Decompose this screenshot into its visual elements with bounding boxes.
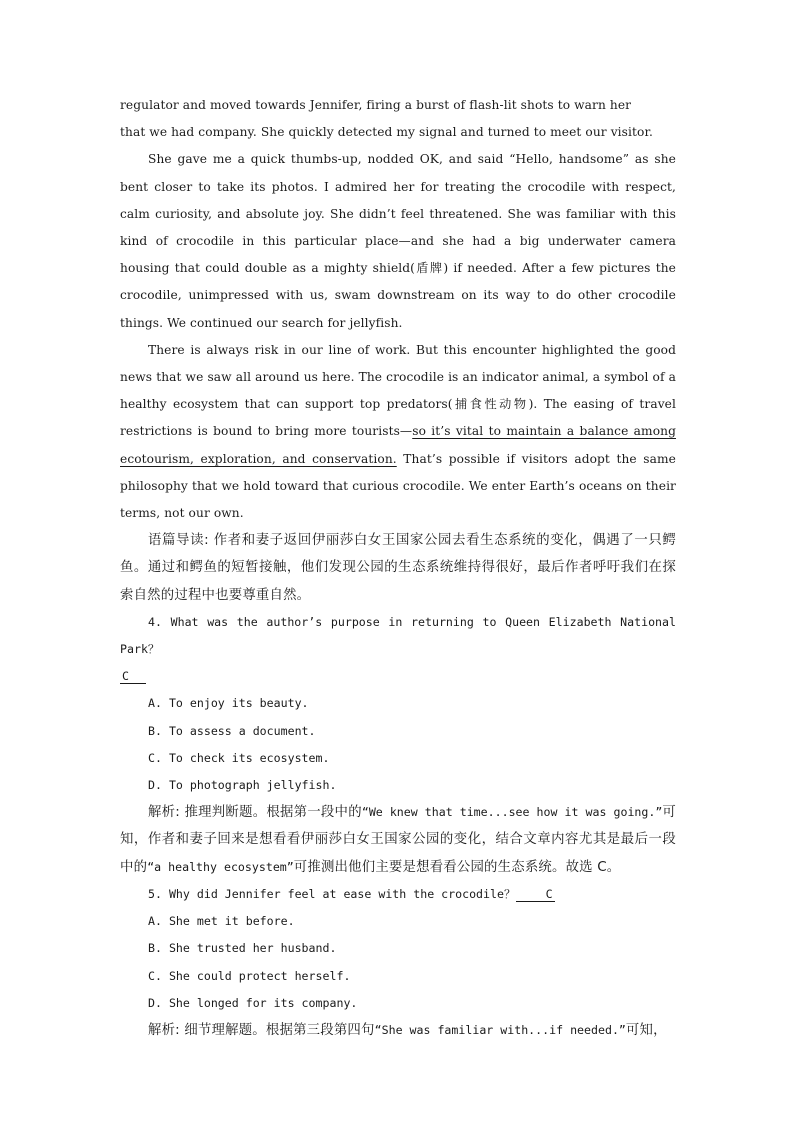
passage-paragraph-2: She gave me a quick thumbs-up, nodded OK, and said “Hello, handsome” as she bent closer to take its photos. I admired her for treating the crocodile with respect, calm curiosity, and absolute joy. She didn’t feel threatened. She was familiar with this kind of crocodile in this particular place—and she had a big underwater camera housing that could double as a mighty shield(盾牌) if needed. After a few pictures the crocodile, unimpressed with us, swam downstream on its way to do other crocodile things. We continued our search for jellyfish. [120,152,676,330]
question-4-option-c: C. To check its ecosystem. [148,750,330,765]
question-5-analysis-quote-1: “She was familiar with...if needed.” [374,1022,626,1037]
passage-paragraph-3-text-end: That’s possible if visitors adopt the same philosophy that we hold toward that curious crocodile. We enter Earth’s oceans on their terms, not our own. [120,451,676,521]
question-5-analysis [120,1017,676,1044]
question-4-option-a: A. To enjoy its beauty. [148,696,309,711]
question-5-analysis-lead: 解析: 细节理解题。根据第三段第四句 [148,1022,375,1038]
passage-paragraph-1-line-2: that we had company. She quickly detected my signal and turned to meet our visitor. [120,125,654,140]
question-5-text: 5. Why did Jennifer feel at ease with the crocodile？ [148,886,516,901]
passage-guide: 语篇导读: 作者和妻子返回伊丽莎白女王国家公园去看生态系统的变化，偶遇了一只鳄鱼。通过和鳄鱼的短暂接触，他们发现公园的生态系统维持得很好，最后作者呼吁我们在探索自然的过程中也要尊重自然。 [120,533,676,603]
question-4-option-b: B. To assess a document. [148,723,316,738]
question-4-analysis-middle: 可知，作者和妻子回来是想看看伊丽莎白女王国家公园的变化，结合文章内容尤其是最后一段中的 [120,805,676,875]
question-4-analysis-lead: 解析: 推理判断题。根据第一段中的 [148,805,362,821]
question-4-answer: C [120,669,146,684]
question-5-option-a: A. She met it before. [148,914,295,929]
question-5-option-c: C. She could protect herself. [148,968,351,983]
question-4-analysis-quote-1: “We knew that time...see how it was going.” [361,805,663,820]
question-4-analysis-quote-2: “a healthy ecosystem” [147,859,294,874]
question-4 [120,609,676,663]
question-4-answer-line [120,663,676,690]
passage-paragraph-3-text: There is always risk in our line of work. But this encounter highlighted the good news that we saw all around us here. The crocodile is an indicator animal, a symbol of a healthy ecosystem that can support top predators(捕食性动物). The easing of travel restrictions is bound to bring more tourists— [120,342,676,439]
document-body [120,92,676,1044]
question-5-analysis-end: 可知， [625,1022,667,1038]
question-5-option-b: B. She trusted her husband. [148,941,337,956]
question-5 [120,881,676,908]
passage-paragraph-3 [120,337,676,527]
question-5-answer: C [516,887,555,902]
question-4-option-d: D. To photograph jellyfish. [148,778,337,793]
question-4-analysis [120,799,676,881]
question-5-option-d: D. She longed for its company. [148,995,358,1010]
passage-paragraph-1-line-1: regulator and moved towards Jennifer, firing a burst of flash-lit shots to warn her [120,98,632,112]
question-4-analysis-end: 可推测出他们主要是想看看公园的生态系统。故选 C。 [293,859,621,875]
question-4-text: 4. What was the author’s purpose in returning to Queen Elizabeth National Park？ [120,614,676,657]
underlined-sentence: so it’s vital to maintain a balance among ecotourism, exploration, and conservation. [120,424,676,466]
